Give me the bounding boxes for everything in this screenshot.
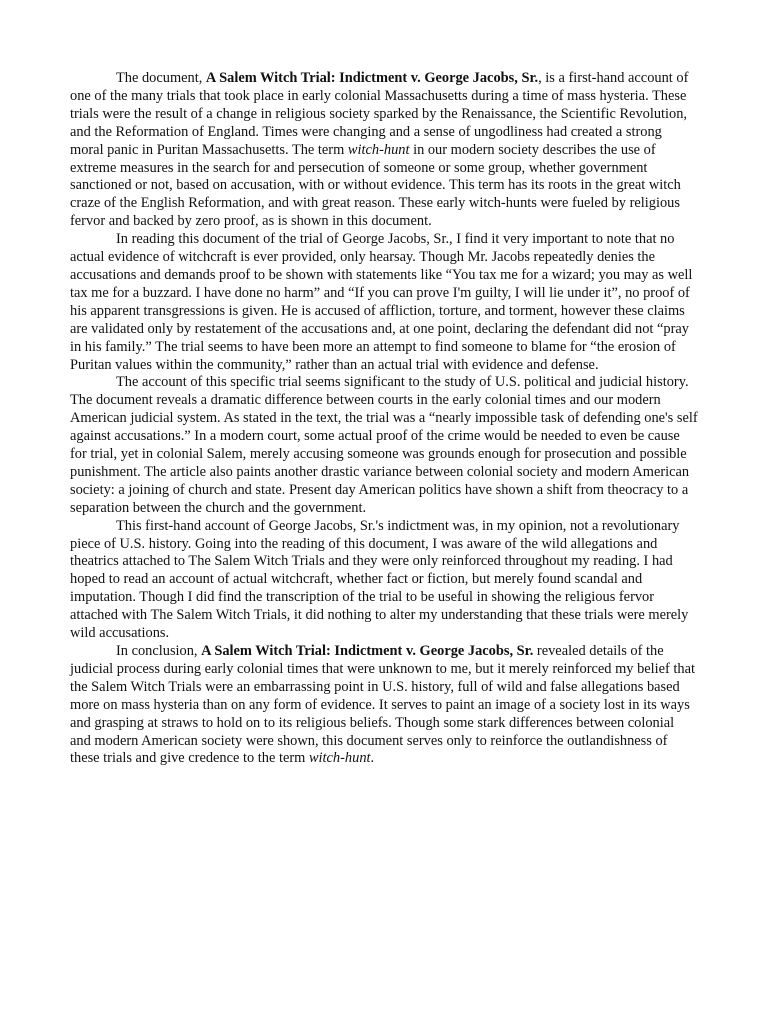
paragraph-5 bbox=[70, 643, 698, 768]
text-run: in our modern society describes the use of extreme measures in the search for and persecution of someone or some group, whether government sanctioned or not, based on accusation, with or without evidence. This term has its roots in the great witch craze of the English Reformation, and with great reason. These early witch-hunts were fueled by religious fervor and backed by zero proof, as is shown in this document. bbox=[70, 141, 681, 230]
text-run: revealed details of the judicial process during early colonial times that were unknown to me, but it merely reinforced my belief that the Salem Witch Trials were an embarrassing point in U.S. history, full of wild and false allegations based more on mass hysteria than on any form of evidence. It serves to paint an image of a society lost in its ways and grasping at straws to hold on to its religious beliefs. Though some stark differences between colonial and modern American society were shown, this document serves only to reinforce the outlandishness of these trials and give credence to the term bbox=[70, 643, 696, 767]
document-title-bold: A Salem Witch Trial: Indictment v. George Jacobs, Sr. bbox=[201, 643, 534, 659]
paragraph-1 bbox=[70, 70, 698, 231]
paragraph-3 bbox=[70, 374, 698, 517]
text-run: The document, bbox=[116, 70, 206, 86]
text-run: , is a first-hand account of one of the many trials that took place in early colonial Massachusetts during a time of mass hysteria. These trials were the result of a change in religious society sparked by the Renaissance, the Scientific Revolution, and the Reformation of England. Times were changing and a sense of ungodliness had created a strong moral panic in Puritan Massachusetts. The term bbox=[70, 70, 689, 158]
term-italic: witch-hunt bbox=[347, 141, 410, 158]
document-title-bold: A Salem Witch Trial: Indictment v. George Jacobs, Sr. bbox=[205, 70, 539, 86]
text-run: In reading this document of the trial of George Jacobs, Sr., I find it very important to note that no actual evidence of witchcraft is ever provided, only hearsay. Though Mr. Jacobs repeatedly denies the accusations and demands proof to be shown with statements like “You tax me for a wizard; you may as well tax me for a buzzard. I have done no harm” and “If you can prove I'm guilty, I will lie under it”, no proof of his apparent transgressions is given. He is accused of affliction, torture, and torment, however these claims are validated only by restatement of the accusations and, at one point, declaring the defendant did not “pray in his family.” The trial seems to have been more an attempt to find someone to blame for “the erosion of Puritan values within the community,” rather than an actual trial with evidence and defense. bbox=[70, 231, 693, 373]
paragraph-2 bbox=[70, 231, 698, 374]
document-body bbox=[70, 70, 698, 768]
term-italic: witch-hunt bbox=[308, 750, 371, 767]
text-run: In conclusion, bbox=[116, 643, 202, 659]
paragraph-4 bbox=[70, 518, 698, 643]
text-run: . bbox=[370, 750, 375, 767]
text-run: The account of this specific trial seems significant to the study of U.S. political and judicial history. The document reveals a dramatic difference between courts in the early colonial times and our modern American judicial system. As stated in the text, the trial was a “nearly impossible task of defending one's self against accusations.” In a modern court, some actual proof of the crime would be needed to even be cause for trial, yet in colonial Salem, merely accusing someone was grounds enough for prosecution and possible punishment. The article also paints another drastic variance between colonial society and modern American society: a joining of church and state. Present day American politics have shown a shift from theocracy to a separation between the church and the government. bbox=[70, 374, 698, 516]
text-run: This first-hand account of George Jacobs, Sr.'s indictment was, in my opinion, not a revolutionary piece of U.S. history. Going into the reading of this document, I was aware of the wild allegations and theatrics attached to The Salem Witch Trials and they were only reinforced throughout my reading. I had hoped to read an account of actual witchcraft, whether fact or fiction, but merely found scandal and imputation. Though I did find the transcription of the trial to be useful in showing the religious fervor attached with The Salem Witch Trials, it did nothing to alter my understanding that these trials were merely wild accusations. bbox=[70, 517, 689, 642]
